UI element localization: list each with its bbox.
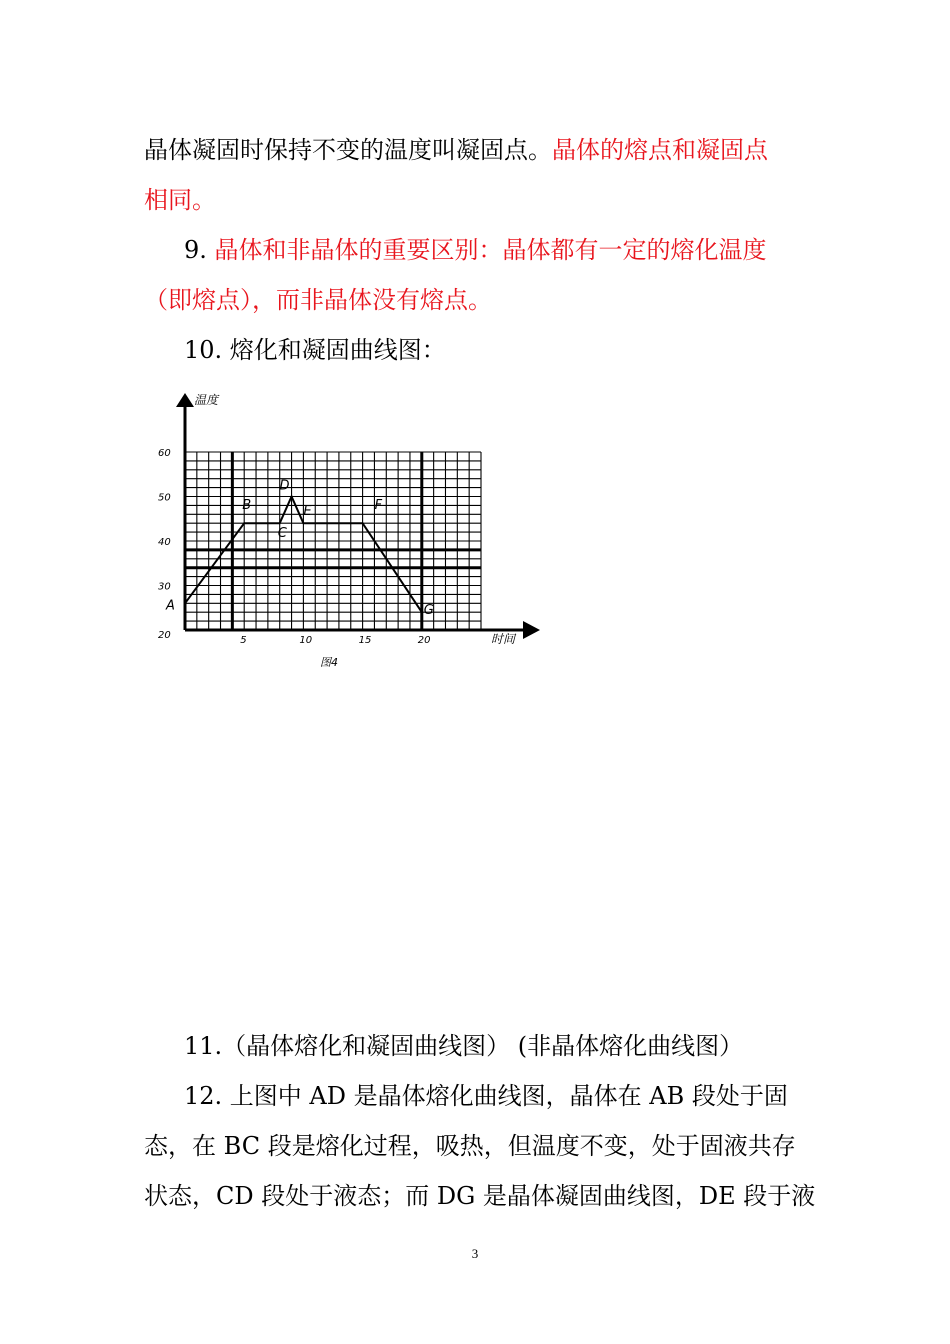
highlight-text: （即熔点），而非晶体没有熔点。 [144, 286, 492, 314]
chart-axes [176, 393, 540, 639]
point-label: G [423, 603, 434, 619]
item-number: 9. [184, 236, 215, 264]
chart-series [165, 479, 434, 619]
body-text: 10. 熔化和凝固曲线图： [184, 336, 446, 364]
highlight-text: 相同。 [144, 186, 216, 214]
page-number: 3 [471, 1246, 479, 1261]
x-axis-arrow [523, 621, 540, 639]
point-label: F [374, 498, 383, 514]
paragraph-line [184, 234, 767, 266]
body-text: 11.（晶体熔化和凝固曲线图） (非晶体熔化曲线图） [184, 1032, 744, 1060]
point-label: A [166, 598, 175, 614]
x-tick-label: 5 [240, 635, 247, 646]
x-tick-label: 10 [299, 635, 313, 646]
x-tick-label: 15 [358, 635, 372, 646]
y-tick-label: 60 [158, 448, 171, 459]
paragraph-line [144, 134, 768, 166]
y-tick-label: 40 [158, 537, 171, 548]
highlight-text: 晶体和非晶体的重要区别：晶体都有一定的熔化温度 [214, 236, 767, 264]
body-text: 12. 上图中 AD 是晶体熔化曲线图，晶体在 AB 段处于固 [184, 1082, 788, 1110]
chart-caption: 图4 [320, 656, 338, 669]
y-axis-label: 温度 [194, 393, 219, 407]
point-label: B [242, 498, 252, 514]
y-axis-arrow [176, 393, 194, 407]
highlight-text: 晶体的熔点和凝固点 [552, 136, 768, 164]
body-text: 状态，CD 段处于液态；而 DG 是晶体凝固曲线图，DE 段于液 [144, 1182, 816, 1210]
x-axis-label: 时间 [491, 632, 516, 646]
y-tick-label: 30 [158, 581, 171, 593]
point-label: E [303, 504, 312, 520]
y-tick-label: 20 [158, 630, 171, 641]
body-text: 态，在 BC 段是熔化过程，吸热，但温度不变，处于固液共存 [144, 1132, 796, 1160]
x-tick-label: 20 [417, 635, 431, 646]
melting-curve-chart [150, 375, 550, 675]
chart-grid [185, 452, 481, 630]
point-label: D [279, 478, 290, 494]
point-label: C [277, 526, 287, 542]
chart-ticks [158, 448, 431, 646]
y-tick-label: 50 [158, 492, 171, 504]
body-text: 晶体凝固时保持不变的温度叫凝固点。 [144, 136, 552, 164]
